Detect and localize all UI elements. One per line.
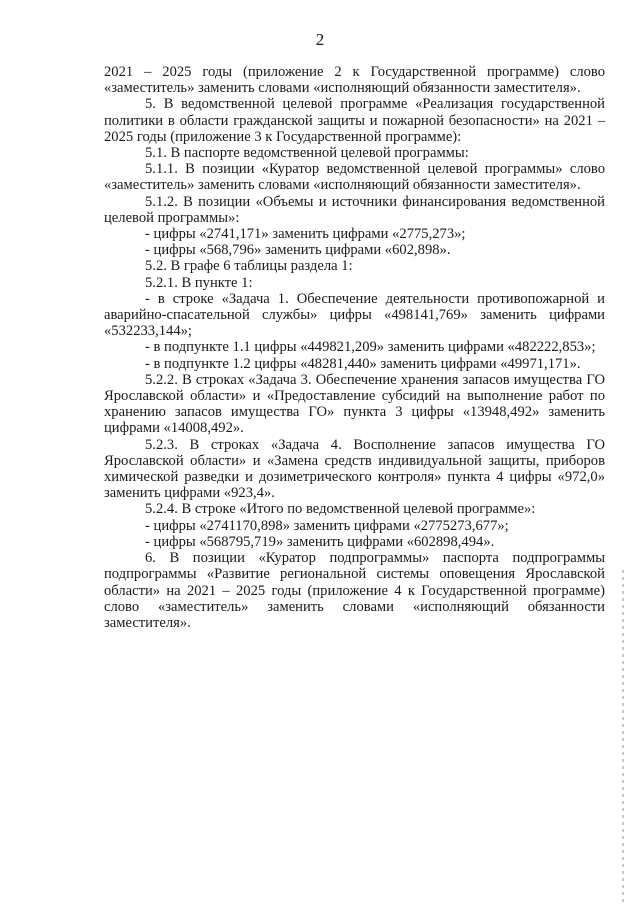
- paragraph-item-5-2: 5.2. В графе 6 таблицы раздела 1:: [145, 258, 353, 275]
- paragraph-item-5: 5. В ведомственной целевой программе «Реализация государственной политики в области гражданской защиты и пожарной безопасности» на 2021 – 2025 годы (приложение 3 к Государственной программе):: [104, 96, 605, 145]
- paragraph-dash-item: - в подпункте 1.2 цифры «48281,440» заменить цифрами «49971,171».: [145, 355, 581, 372]
- paragraph-dash-item: - цифры «568,796» заменить цифрами «602,898».: [145, 242, 451, 259]
- paragraph-dash-item: - цифры «2741170,898» заменить цифрами «2775273,677»;: [145, 517, 509, 534]
- paragraph-item-5-1: 5.1. В паспорте ведомственной целевой программы:: [145, 145, 469, 162]
- page-number: 2: [315, 30, 325, 49]
- paragraph-item-5-1-1: 5.1.1. В позиции «Куратор ведомственной целевой программы» слово «заместитель» заменить словами «исполняющий обязанности заместителя».: [104, 161, 605, 194]
- paragraph-dash-item: - в подпункте 1.1 цифры «449821,209» заменить цифрами «482222,853»;: [145, 339, 596, 356]
- paragraph-item-6: 6. В позиции «Куратор подпрограммы» паспорта подпрограммы подпрограммы «Развитие региональной системы оповещения Ярославской области» на 2021 – 2025 годы (приложение 4 к Государственной программе) слово «заместитель» заменить словами «исполняющий обязанности заместителя».: [104, 550, 605, 631]
- paragraph-item-5-2-3: 5.2.3. В строках «Задача 4. Восполнение запасов имущества ГО Ярославской области» и «Замена средств индивидуальной защиты, приборов химической разведки и дозиметрического контроля» пункта 4 цифры «972,0» заменить цифрами «923,4».: [104, 436, 605, 502]
- paragraph-dash-item: - в строке «Задача 1. Обеспечение деятельности противопожарной и аварийно-спасательной службы» цифры «498141,769» заменить цифрами «532233,144»;: [104, 290, 605, 340]
- paragraph-item-5-2-4: 5.2.4. В строке «Итого по ведомственной целевой программе»:: [145, 501, 536, 518]
- paragraph-item-5-1-2: 5.1.2. В позиции «Объемы и источники финансирования ведомственной целевой программы»:: [104, 193, 605, 226]
- paragraph-dash-item: - цифры «2741,171» заменить цифрами «2775,273»;: [145, 226, 466, 243]
- paragraph-item-5-2-2: 5.2.2. В строках «Задача 3. Обеспечение хранения запасов имущества ГО Ярославской области» и «Предоставление субсидий на выполнение работ по хранению запасов имущества ГО» пункта 3 цифры «13948,492» заменить цифрами «14008,492».: [104, 371, 605, 437]
- paragraph-item-5-2-1: 5.2.1. В пункте 1:: [145, 274, 253, 291]
- paragraph-dash-item: - цифры «568795,719» заменить цифрами «602898,494».: [145, 533, 495, 550]
- document-body: [104, 64, 605, 631]
- scan-edge-artifact: [622, 570, 624, 905]
- paragraph-continuation: 2021 – 2025 годы (приложение 2 к Государственной программе) слово «заместитель» заменить словами «исполняющий обязанности заместителя».: [104, 64, 605, 97]
